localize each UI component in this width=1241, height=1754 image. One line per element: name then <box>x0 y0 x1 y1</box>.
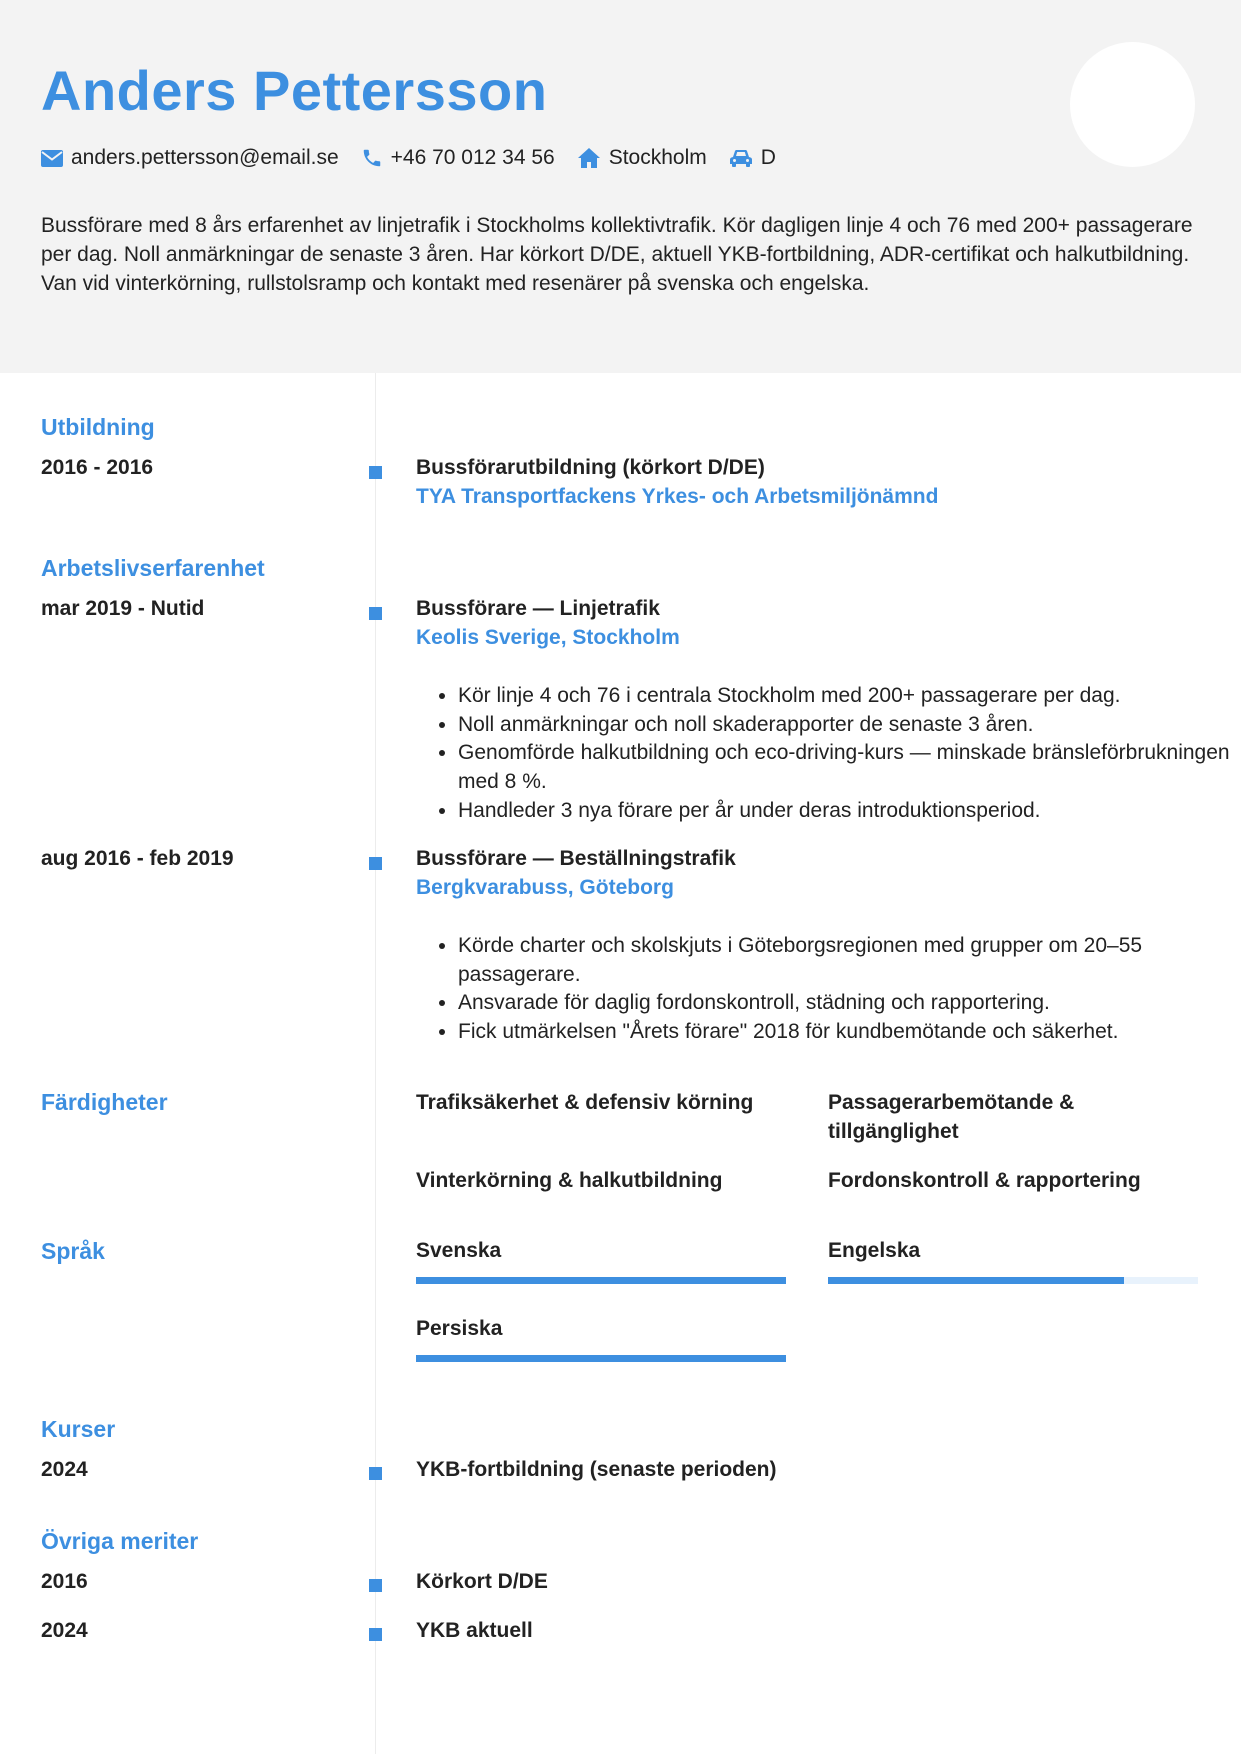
education-title: Bussförarutbildning (körkort D/DE) <box>416 456 765 479</box>
language-level-bar <box>416 1355 786 1362</box>
license-text: D <box>760 146 776 169</box>
skill-item: Passagerarbemötande & tillgänglighet <box>828 1091 1075 1143</box>
language-level-fill <box>828 1277 1124 1284</box>
course-date: 2024 <box>41 1458 88 1481</box>
contact-row <box>41 143 798 173</box>
timeline-marker <box>369 607 382 620</box>
merit-title: YKB aktuell <box>416 1619 533 1642</box>
skill-item: Vinterkörning & halkutbildning <box>416 1169 723 1192</box>
contact-license <box>729 146 776 170</box>
course-title: YKB-fortbildning (senaste perioden) <box>416 1458 777 1481</box>
location-text: Stockholm <box>608 146 707 169</box>
section-title-education: Utbildning <box>41 414 155 440</box>
section-title-experience: Arbetslivserfarenhet <box>41 555 265 581</box>
envelope-icon <box>41 150 63 167</box>
section-title-courses: Kurser <box>41 1416 116 1442</box>
list-item: • Noll anmärkningar och noll skaderapporter de senaste 3 åren. <box>458 711 1241 740</box>
job-date: mar 2019 - Nutid <box>41 597 205 620</box>
language-name: Engelska <box>828 1239 921 1262</box>
education-school: TYA Transportfackens Yrkes- och Arbetsmiljönämnd <box>416 485 939 508</box>
timeline-marker <box>369 1628 382 1641</box>
car-icon <box>729 148 753 168</box>
list-item: • Ansvarade för daglig fordonskontroll, städning och rapportering. <box>458 989 1241 1018</box>
timeline-marker <box>369 857 382 870</box>
timeline-marker <box>369 466 382 479</box>
section-title-merits: Övriga meriter <box>41 1528 199 1554</box>
phone-text: +46 70 012 34 56 <box>390 146 555 169</box>
merit-date: 2016 <box>41 1570 88 1593</box>
list-item: • Genomförde halkutbildning och eco-driving-kurs — minskade bränsleförbrukningen med 8 %. <box>458 739 1241 796</box>
section-title-skills: Färdigheter <box>41 1089 168 1115</box>
list-item: • Fick utmärkelsen "Årets förare" 2018 för kundbemötande och säkerhet. <box>458 1018 1241 1047</box>
job-title: Bussförare — Linjetrafik <box>416 597 660 620</box>
job-employer: Bergkvarabuss, Göteborg <box>416 876 674 899</box>
contact-phone <box>361 146 555 170</box>
phone-icon <box>361 147 383 169</box>
merit-date: 2024 <box>41 1619 88 1642</box>
header <box>0 0 1241 373</box>
job-title: Bussförare — Beställningstrafik <box>416 847 736 870</box>
timeline-marker <box>369 1467 382 1480</box>
language-level-bar <box>416 1277 786 1284</box>
email-text: anders.pettersson@email.se <box>71 146 339 169</box>
skill-item: Trafiksäkerhet & defensiv körning <box>416 1091 754 1114</box>
section-title-languages: Språk <box>41 1238 105 1264</box>
language-level-bar <box>828 1277 1198 1284</box>
education-date: 2016 - 2016 <box>41 456 154 479</box>
job-employer: Keolis Sverige, Stockholm <box>416 626 680 649</box>
timeline-divider <box>375 373 376 1754</box>
merit-title: Körkort D/DE <box>416 1570 548 1593</box>
job-bullet-list <box>416 932 1241 1047</box>
job-bullet-list <box>416 682 1241 826</box>
contact-email <box>41 146 339 170</box>
language-name: Svenska <box>416 1239 502 1262</box>
language-level-fill <box>416 1277 786 1284</box>
profile-summary: Bussförare med 8 års erfarenhet av linjetrafik i Stockholms kollektivtrafik. Kör dagligen linje 4 och 76 med 200+ passagerare per dag. Noll anmärkningar de senaste 3 åren. Har körkort D/DE, aktuell YKB-fortbildning, ADR-certifikat och halkutbildning. Van vid vinterkörning, rullstolsramp och kontakt med resenärer på svenska och engelska. <box>41 214 1193 295</box>
contact-location <box>577 146 707 170</box>
skill-item: Fordonskontroll & rapportering <box>828 1169 1141 1192</box>
list-item: • Handleder 3 nya förare per år under deras introduktionsperiod. <box>458 797 1241 826</box>
job-date: aug 2016 - feb 2019 <box>41 847 234 870</box>
list-item: • Kör linje 4 och 76 i centrala Stockholm med 200+ passagerare per dag. <box>458 682 1241 711</box>
home-icon <box>577 147 601 169</box>
language-name: Persiska <box>416 1317 503 1340</box>
list-item: • Körde charter och skolskjuts i Göteborgsregionen med grupper om 20–55 passagerare. <box>458 932 1241 989</box>
profile-photo <box>1070 42 1195 167</box>
candidate-name: Anders Pettersson <box>41 59 548 122</box>
language-level-fill <box>416 1355 786 1362</box>
timeline-marker <box>369 1579 382 1592</box>
